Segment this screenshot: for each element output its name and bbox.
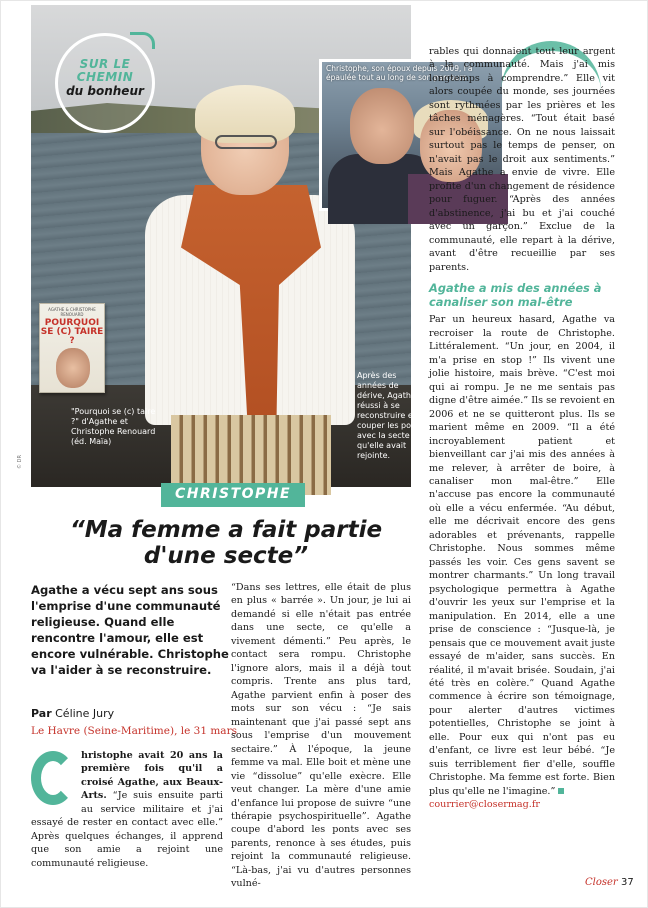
column-3 (429, 45, 615, 812)
badge-line1: SUR LE CHEMIN (76, 57, 134, 84)
byline-author: Céline Jury (55, 707, 115, 720)
subheading: Agathe a mis des années à canaliser son mal-être (429, 280, 602, 309)
col2-text: “Dans ses lettres, elle était de plus en plus « barrée ». Un jour, je lui ai demandé si elle n'était pas entrée dans une secte, ce qu'elle a vivement démenti.” Peu après, le contact sera rompu. Christophe l'ignore alors, mais il a déjà tout compris. Trente ans plus tard, Agathe parvient enfin à poser des mots sur son vécu : “Je sais maintenant que j'ai passé sept ans sous l'emprise d'un mouvement sectaire.” À l'époque, la jeune femme va mal. Elle boit et mène une vie “dissolue” qu'elle exècre. Elle veut changer. La mère d'une amie d'enfance lui propose de suivre “une thérapie psychospirituelle”. Agathe coupe d'abord les ponts avec ses parents, renonce à ses études, puis rejoint la communauté religieuse. “Là-bas, j'ai vu d'autres personnes vulné- (231, 582, 411, 890)
book-title: POURQUOI SE (C) TAIRE ? (40, 318, 104, 346)
book-cover (39, 303, 105, 393)
contact-email[interactable]: courrier@closermag.fr (429, 799, 540, 811)
page-number: 37 (621, 877, 634, 888)
end-mark (558, 788, 564, 794)
headline: “Ma femme a fait partie d'une secte” (69, 517, 383, 570)
section-badge (55, 33, 155, 133)
inset-caption: Christophe, son époux depuis 2009, l'a épaulée tout au long de son parcours. (326, 64, 473, 82)
col3-part1: rables qui donnaient tout leur argent à la communauté. Mais j'ai mis longtemps à comprendre.” Elle vit alors coupée du monde, ses journées sont rythmées par les prières et les tâches ménagères. “Tout était basé sur l'obéissance. On ne nous laissait surtout pas le temps de penser, on n'avait pas le droit aux sentiments.” Mais Agathe a envie de vivre. Elle profite d'un changement de résidence pour fuguer. “Après des années d'abstinence, j'ai bu et j'ai couché avec un garçon.” Exclue de la communauté, elle repart à la dérive, avant d'être recueillie par ses parents. (429, 46, 615, 273)
column-2 (231, 581, 411, 891)
badge-line2: du bonheur (66, 84, 144, 99)
name-label: CHRISTOPHE (161, 483, 305, 507)
book-author: AGATHE & CHRISTOPHE RENOUARD (48, 307, 96, 317)
footer-brand: Closer (585, 877, 618, 888)
lede: Agathe a vécu sept ans sous l'emprise d'une communauté religieuse. Quand elle rencontre l'amour, elle est encore vulnérable. Christophe va l'aider à se reconstruire. (31, 583, 229, 677)
location-dateline: Le Havre (Seine-Maritime), le 31 mars (31, 725, 237, 737)
column-1 (31, 749, 223, 870)
col1-first: hristophe avait 20 ans la première fois qu'il a croisé Agathe, aux Beaux-Arts. (81, 750, 223, 802)
book-caption: "Pourquoi se (c) taire ?" d'Agathe et Christophe Renouard (éd. Maïa) (71, 407, 156, 446)
photo-caption: Après des années de dérive, Agathe a réussi à se reconstruire et à couper les ponts avec la secte qu'elle avait rejointe. (357, 371, 424, 460)
col1-rest: “Je suis ensuite parti au service militaire et j'ai essayé de rester en contact avec elle.” Après quelques échanges, il apprend que son amie a rejoint une communauté religieuse. (31, 790, 223, 869)
dropcap-c (31, 751, 75, 805)
col3-part2: Par un heureux hasard, Agathe va recroiser la route de Christophe. Littéralement. “Un jour, en 2004, il m'a prise en stop !” Ils vivent une jolie histoire, mais brève. “C'est moi qui ai rompu. Je ne me sentais pas digne d'être aimée.” Ils se revoient en 2006 et ne se quitteront plus. Ils se marient même en 2009. “Il a été incroyablement patient et bienveillant car j'ai mis des années à me relever, à arrêter de boire, à canaliser mon mal-être.” Elle n'accuse pas encore la communauté où elle a vécu enfermée. “Au début, elle me décrivait encore des gens adorables et prévenants, rappelle Christophe. Nous sommes même passés les voir. Ces gens savent se montrer charmants.” Un long travail psychologique permettra à Agathe d'ouvrir les yeux sur l'emprise et la manipulation. En 2014, elle a une prise de conscience : “Jusque-là, je pensais que ce mouvement avait juste essayé de m'aider, sans succès. En réalité, il m'avait brisée. Soudain, j'ai été très en colère.” Quand Agathe commence à écrire son témoignage, pour alerter d'autres victimes potentielles, Christophe se joint à elle. Pour eux qui n'ont pas eu d'enfant, ce livre est leur bébé. “Je suis terriblement fier d'elle, souffle Christophe. Ma femme est forte. Bien plus qu'elle ne l'imagine.” (429, 314, 615, 797)
byline (31, 707, 114, 720)
byline-prefix: Par (31, 707, 52, 720)
photo-credit: © DR (17, 455, 23, 469)
